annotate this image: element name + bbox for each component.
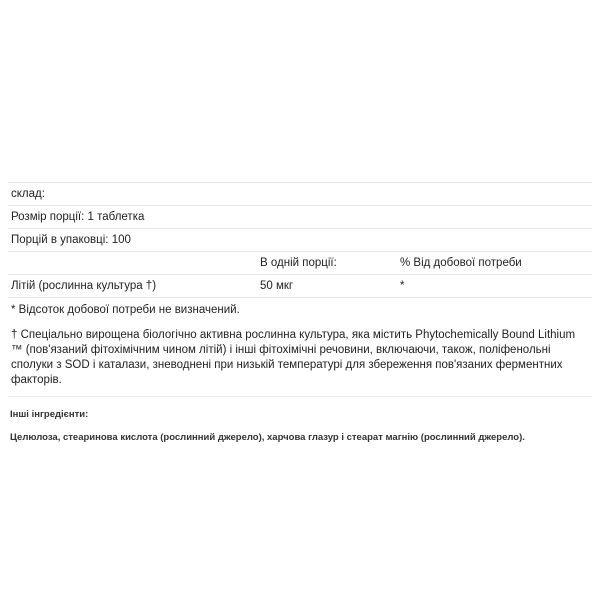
other-ingredients-title: Інші інгредієнти: — [10, 409, 89, 420]
facts-header: склад: — [8, 183, 592, 206]
ingredient-daily-value: * — [397, 275, 592, 298]
column-header-amount: В одній порції: — [257, 252, 397, 275]
supplement-facts-table — [8, 182, 592, 298]
table-row-header — [8, 183, 592, 206]
dagger-note: † Спеціально вирощена біологічно активна рослинна культура, яка містить Phytochemically Bound Lithium ™ (пов'язаний фітохімічним чином літій) і інші фітохімічні речовини, включаючи, також, поліфенольні сполуки з SOD і каталази, зневоднені при низькій температурі для збереження пов'язаних ферментних факторів. — [8, 328, 592, 397]
table-row-column-headers — [8, 252, 592, 275]
asterisk-note: * Відсоток добової потреби не визначений. — [11, 304, 240, 316]
column-header-daily-value: % Від добової потреби — [397, 252, 592, 275]
column-header-ingredient — [8, 252, 257, 275]
supplement-facts-panel — [8, 182, 592, 443]
table-row — [8, 275, 592, 298]
table-row-serving-size — [8, 206, 592, 229]
serving-size: Розмір порції: 1 таблетка — [8, 206, 592, 229]
other-ingredients-text: Целюлоза, стеаринова кислота (рослинний джерело), харчова глазур і стеарат магнію (рослинний джерело). — [10, 432, 525, 443]
servings-per-container: Порцій в упаковці: 100 — [8, 229, 592, 252]
table-row-servings-per-container — [8, 229, 592, 252]
ingredient-amount: 50 мкг — [257, 275, 397, 298]
ingredient-name: Літій (рослинна культура †) — [8, 275, 257, 298]
